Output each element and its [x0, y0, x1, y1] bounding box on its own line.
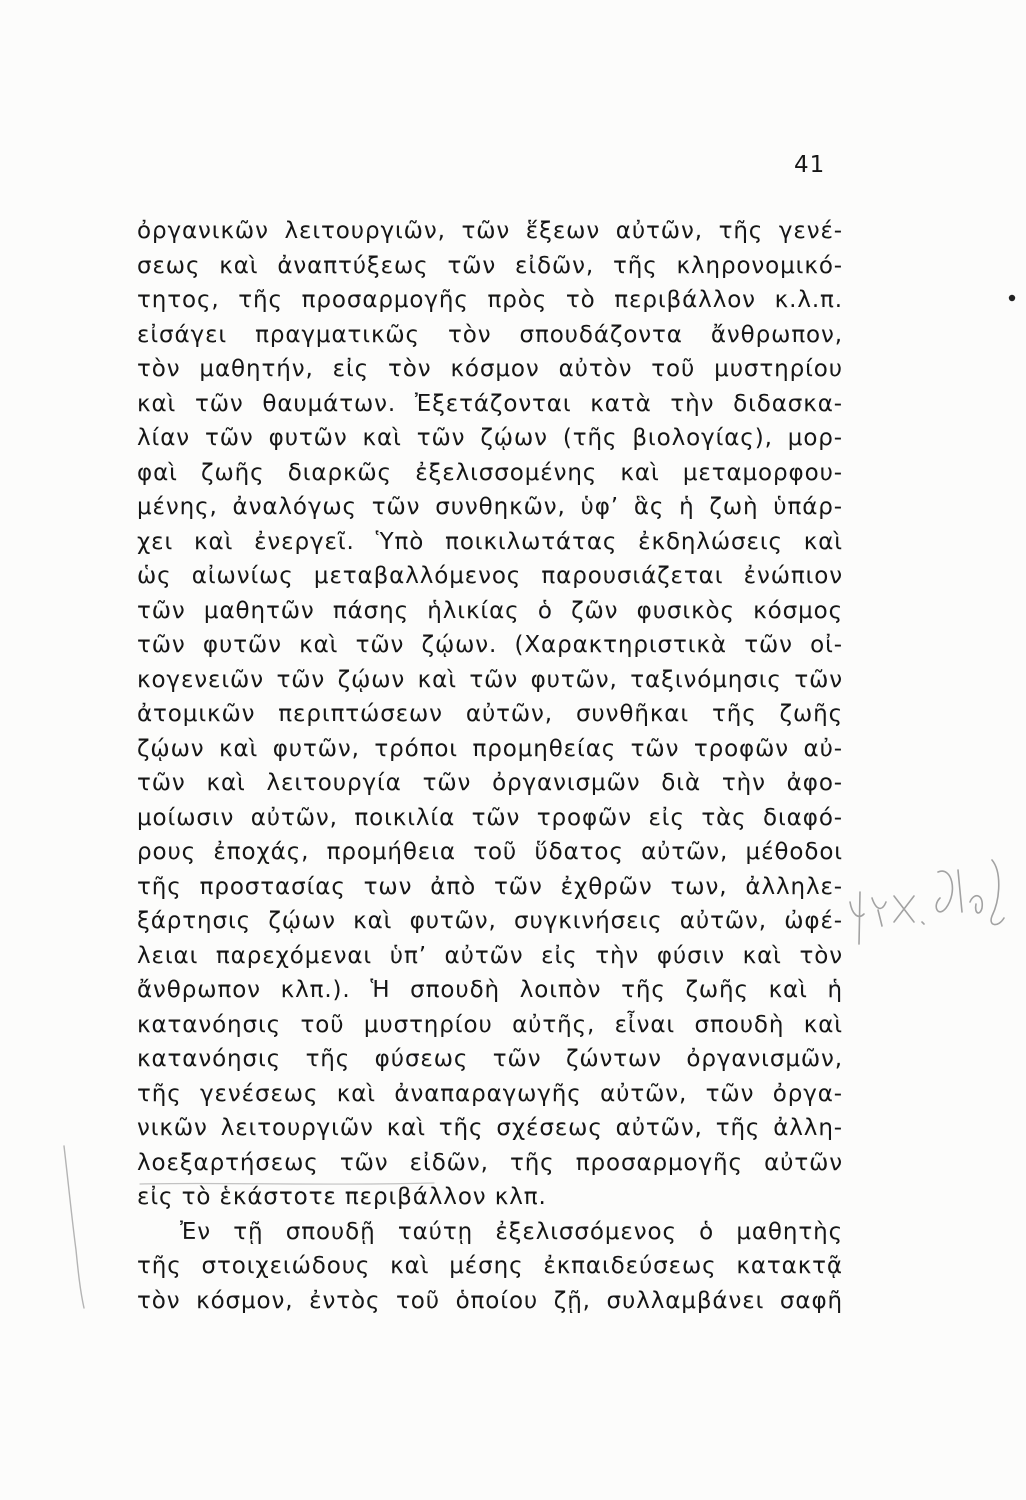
- handwritten-margin-note: [842, 852, 1014, 956]
- pencil-margin-line: [50, 1140, 100, 1315]
- paragraph-first-line: Ἐν τῇ σπουδῇ ταύτῃ ἐξελισσόμενος ὁ μαθητὴς: [180, 1218, 843, 1245]
- text-line: κατανόησις τοῦ μυστηρίου αὐτῆς, εἶναι σπουδὴ καὶ: [137, 1011, 843, 1038]
- paragraph-last-line: εἰς τὸ ἑκάστοτε περιβάλλον κλπ.: [137, 1184, 547, 1210]
- text-line: μοίωσιν αὐτῶν, ποικιλία τῶν τροφῶν εἰς τὰς διαφό-: [137, 804, 843, 831]
- text-line: τὸν κόσμον, ἐντὸς τοῦ ὁποίου ζῇ, συλλαμβάνει σαφῆ: [137, 1287, 843, 1314]
- body-text: [137, 214, 843, 1318]
- text-line: μένης, ἀναλόγως τῶν συνθηκῶν, ὑφ’ ἃς ἡ ζωὴ ὑπάρ-: [137, 494, 843, 520]
- text-line: χει καὶ ἐνεργεῖ. Ὑπὸ ποικιλωτάτας ἐκδηλώσεις καὶ: [137, 528, 843, 555]
- text-line: ἀτομικῶν περιπτώσεων αὐτῶν, συνθῆκαι τῆς ζωῆς: [137, 701, 843, 727]
- text-line: ξάρτησις ζῴων καὶ φυτῶν, συγκινήσεις αὐτῶν, ὠφέ-: [137, 908, 843, 934]
- text-line: τῶν καὶ λειτουργία τῶν ὀργανισμῶν διὰ τὴν ἀφο-: [137, 770, 843, 796]
- text-line: εἰσάγει πραγματικῶς τὸν σπουδάζοντα ἄνθρωπον,: [137, 321, 843, 348]
- text-line: ἄνθρωπον κλπ.). Ἡ σπουδὴ λοιπὸν τῆς ζωῆς καὶ ἡ: [137, 977, 843, 1003]
- text-line: τητος, τῆς προσαρμογῆς πρὸς τὸ περιβάλλον κ.λ.π.: [137, 287, 843, 313]
- text-line: τῆς στοιχειώδους καὶ μέσης ἐκπαιδεύσεως κατακτᾷ: [137, 1253, 843, 1279]
- text-line: κογενειῶν τῶν ζῴων καὶ τῶν φυτῶν, ταξινόμησις τῶν: [137, 666, 843, 693]
- text-line: νικῶν λειτουργιῶν καὶ τῆς σχέσεως αὐτῶν, τῆς ἀλλη-: [137, 1115, 843, 1141]
- text-line: φαὶ ζωῆς διαρκῶς ἐξελισσομένης καὶ μεταμορφου-: [137, 459, 843, 486]
- page-number: 41: [794, 152, 826, 178]
- text-line: τῆς προστασίας των ἀπὸ τῶν ἐχθρῶν των, ἀλληλε-: [137, 873, 843, 900]
- text-line: ὀργανικῶν λειτουργιῶν, τῶν ἕξεων αὐτῶν, τῆς γενέ-: [137, 218, 843, 244]
- text-line: ζῴων καὶ φυτῶν, τρόποι προμηθείας τῶν τροφῶν αὐ-: [137, 735, 843, 762]
- text-line: τῶν φυτῶν καὶ τῶν ζῴων. (Χαρακτηριστικὰ τῶν οἰ-: [137, 632, 843, 658]
- text-line: καὶ τῶν θαυμάτων. Ἐξετάζονται κατὰ τὴν διδασκα-: [137, 390, 843, 417]
- text-line: ὡς αἰωνίως μεταβαλλόμενος παρουσιάζεται ἐνώπιον: [137, 563, 843, 589]
- text-line: τῶν μαθητῶν πάσης ἡλικίας ὁ ζῶν φυσικὸς κόσμος: [137, 597, 843, 624]
- pencil-underline: [138, 1178, 438, 1190]
- ink-dot-mark: [1004, 290, 1020, 306]
- text-line: λοεξαρτήσεως τῶν εἰδῶν, τῆς προσαρμογῆς αὐτῶν: [137, 1149, 843, 1176]
- text-line: λειαι παρεχόμεναι ὑπ’ αὐτῶν εἰς τὴν φύσιν καὶ τὸν: [137, 942, 843, 969]
- text-line: ρους ἐποχάς, προμήθεια τοῦ ὕδατος αὐτῶν, μέθοδοι: [137, 839, 843, 865]
- text-line: κατανόησις τῆς φύσεως τῶν ζώντων ὀργανισμῶν,: [137, 1046, 843, 1072]
- text-line: λίαν τῶν φυτῶν καὶ τῶν ζῴων (τῆς βιολογίας), μορ-: [137, 425, 843, 451]
- text-line: τῆς γενέσεως καὶ ἀναπαραγωγῆς αὐτῶν, τῶν ὀργα-: [137, 1080, 843, 1107]
- text-line: σεως καὶ ἀναπτύξεως τῶν εἰδῶν, τῆς κληρονομικό-: [137, 252, 843, 279]
- text-line: τὸν μαθητήν, εἰς τὸν κόσμον αὐτὸν τοῦ μυστηρίου: [137, 356, 843, 382]
